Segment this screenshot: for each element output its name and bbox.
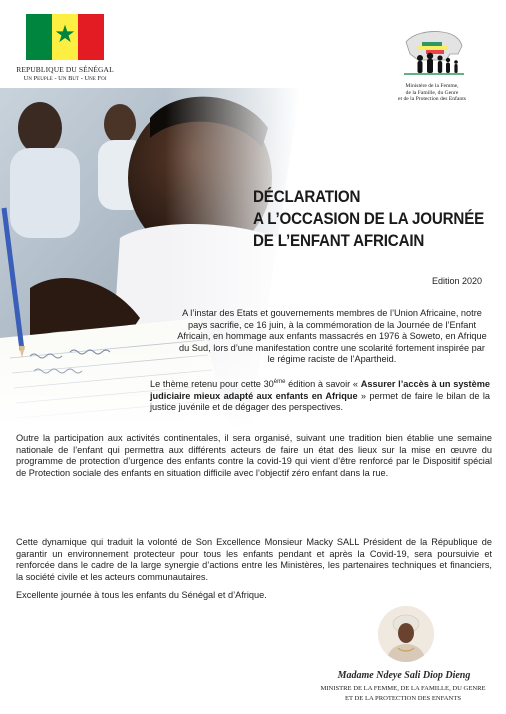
signatory-title-line2: ET DE LA PROTECTION DES ENFANTS <box>344 695 462 702</box>
edition-label: Edition 2020 <box>431 276 482 286</box>
paragraph-activities: Outre la participation aux activités continentales, il sera organisé, suivant une tradition bien établie une semaine nationale de l’enfant qui permettra aux différents acteurs de faire un état des lieux sur la mise en œuvre du programme de protection d’urgence des enfants contre la covid-19 qui vient d’être renforcé par le Dispositif spécial de Protection sociale des enfants en situation difficile avec l’objectif zéro enfant dans la rue. <box>16 433 492 478</box>
ministry-logo-icon <box>398 20 468 80</box>
paragraph-dynamics: Cette dynamique qui traduit la volonté de Son Excellence Monsieur Macky SALL Président de la République de garantir un environnement protecteur pour tous les enfants pendant et après la Covid-19, sera poursuivie et renforcée dans le cadre de la large synergie d’actions entre les Ministères, les partenaires techniques et financiers, la société civile et les acteurs communautaires. <box>16 537 492 582</box>
ministry-caption: Ministère de la Femme, de la Famille, du Genre et de la Protection des Enfants <box>398 83 466 103</box>
paragraph-theme: Le thème retenu pour cette 30ème édition à savoir « Assurer l’accès à un système judiciaire mieux adapté aux enfants en Afrique » permet de faire le bilan de la justice juvénile et de dégager des perspectives. <box>150 379 490 413</box>
republic-name: REPUBLIQUE DU SÉNÉGAL <box>16 65 114 74</box>
paragraph-intro: A l’instar des Etats et gouvernements membres de l’Union Africaine, notre pays sacrifie, ce 16 juin, à la commémoration de la Journée de l’Enfant Africain, en hommage aux enfants massacrés en 1976 à Soweto, en Afrique du Sud, lors d’une manifestation contre une scolarité fortement inspirée par le régime raciste de l’Apartheid. <box>177 308 487 365</box>
senegal-flag-icon <box>26 14 104 60</box>
page-title: DÉCLARATION A L’OCCASION DE LA JOURNÉE DE L’ENFANT AFRICAIN <box>253 188 485 250</box>
paragraph-closing: Excellente journée à tous les enfants du Sénégal et d’Afrique. <box>16 590 267 600</box>
minister-portrait <box>378 606 434 662</box>
republic-motto: Un Peuple - Un But - Une Foi <box>23 75 107 82</box>
signatory-title-line1: MINISTRE DE LA FEMME, DE LA FAMILLE, DU GENRE <box>320 685 486 692</box>
star-icon: ★ <box>54 21 76 48</box>
signatory-name: Madame Ndeye Sali Diop Dieng <box>337 670 471 681</box>
